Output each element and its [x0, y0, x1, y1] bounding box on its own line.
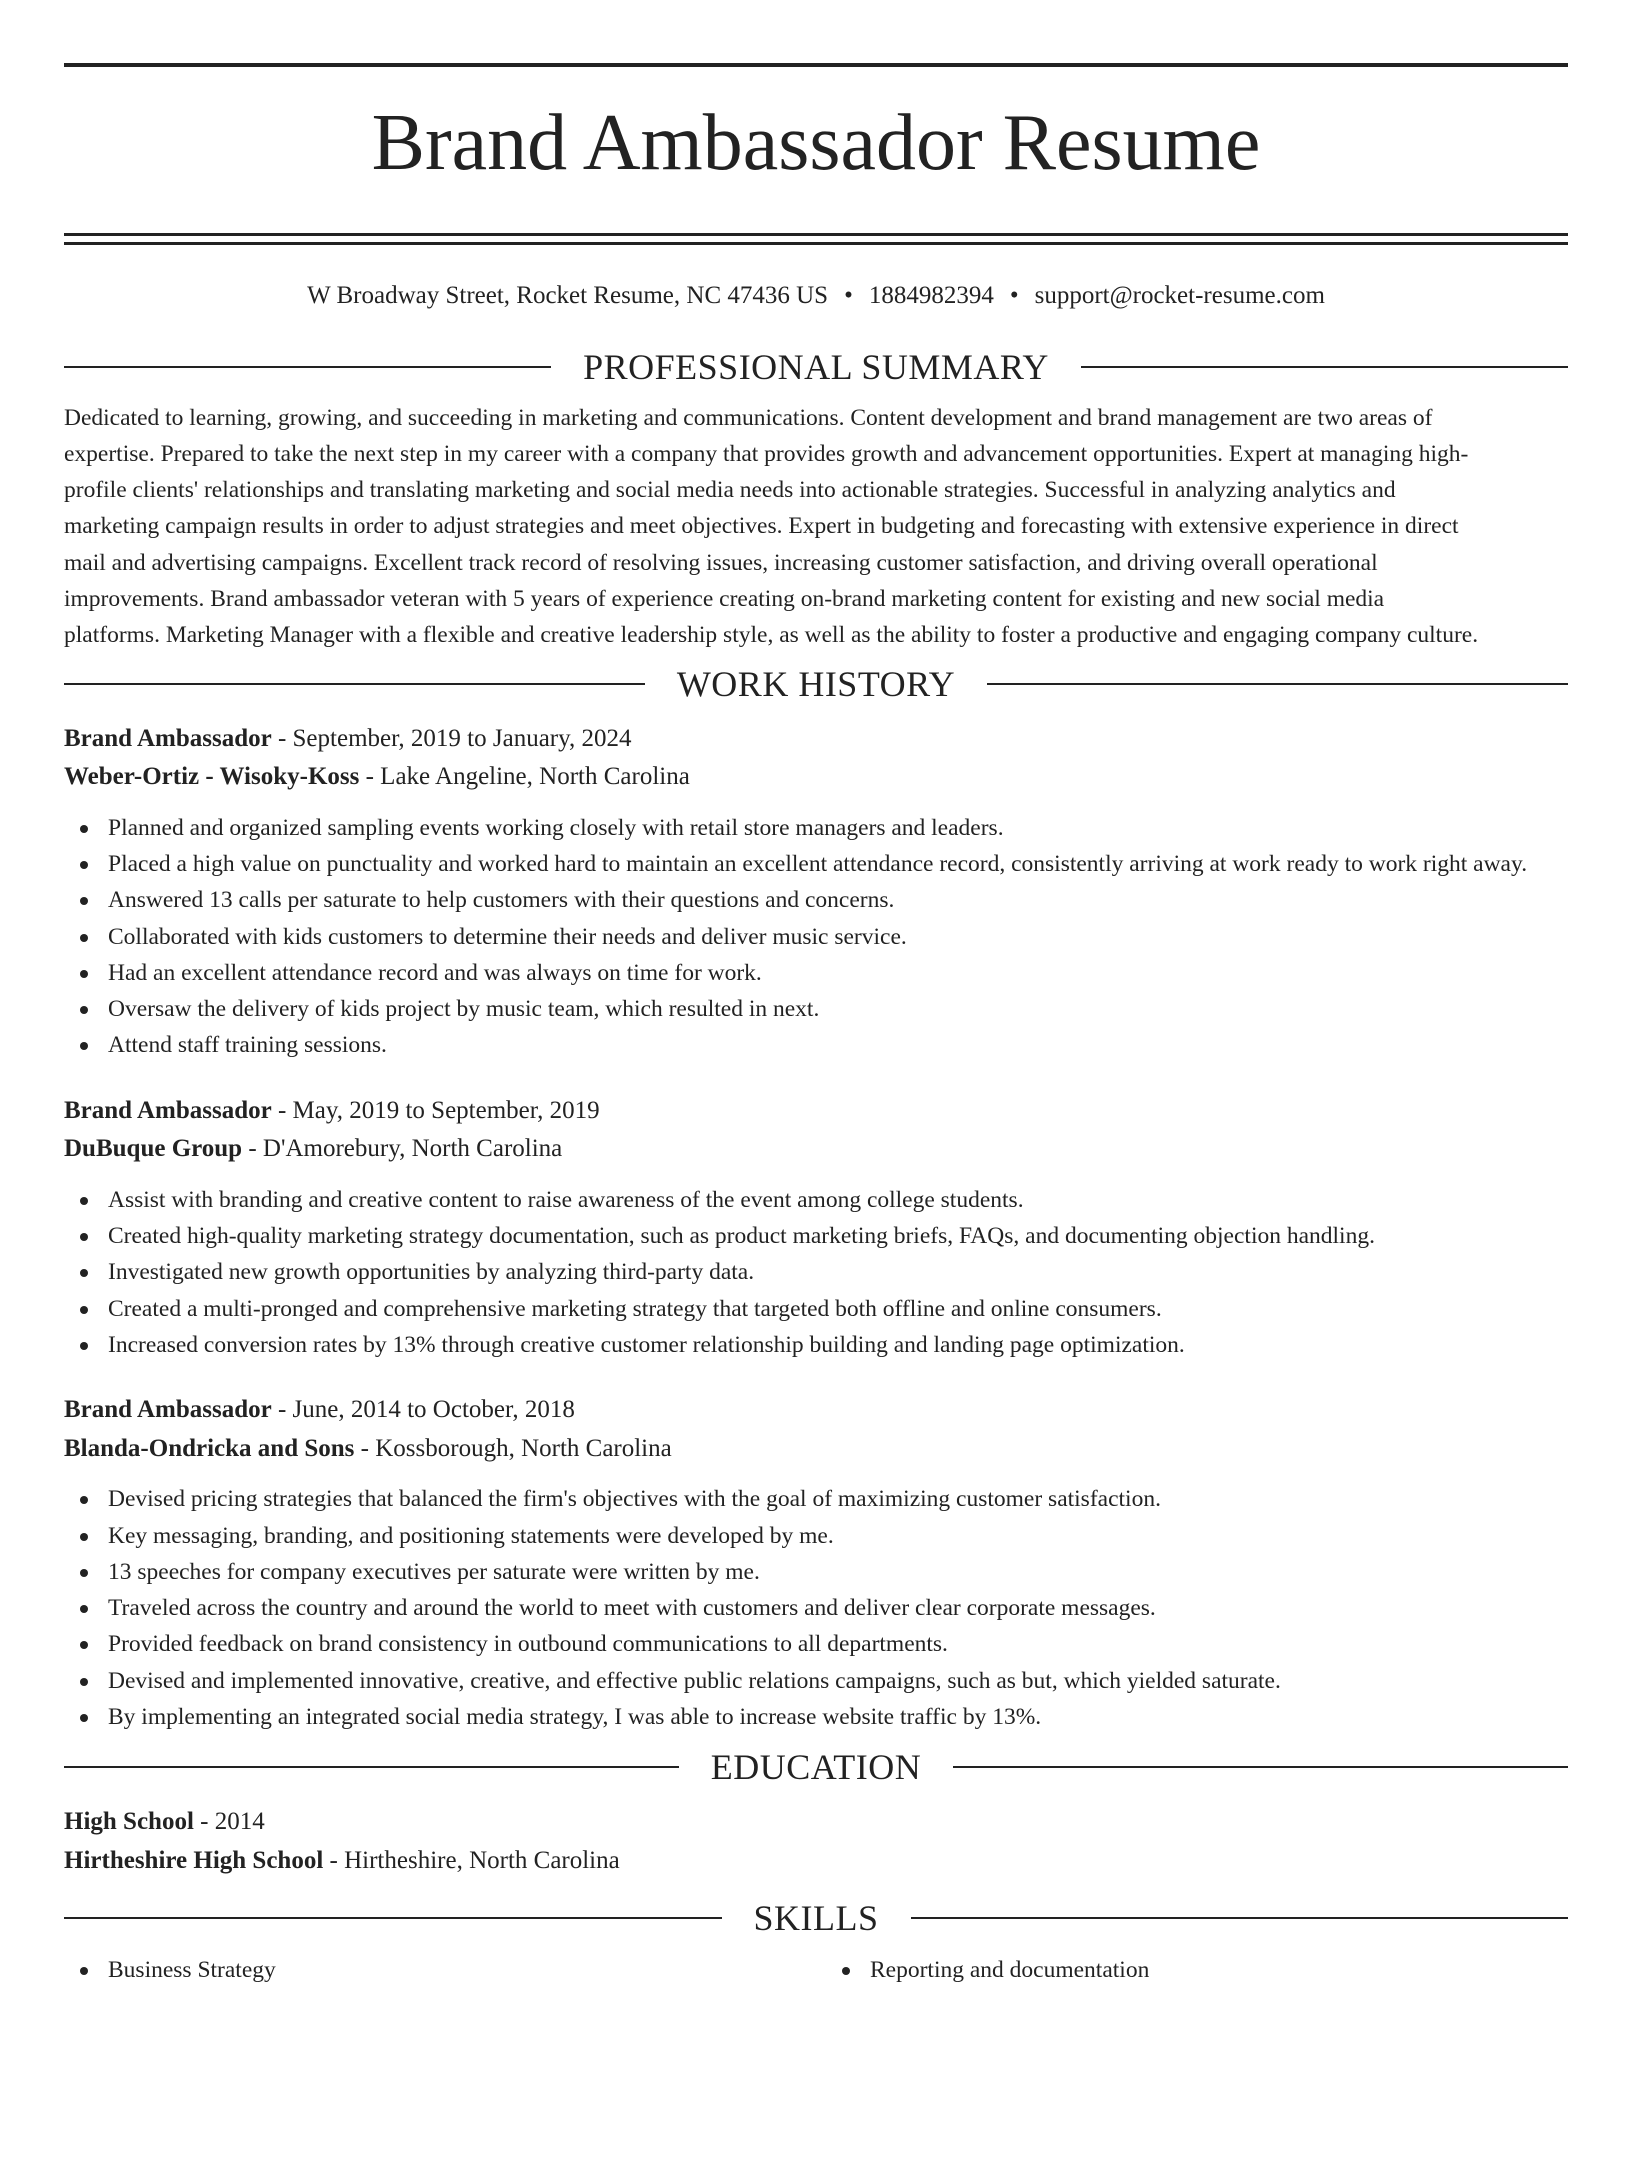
- contact-email[interactable]: support@rocket-resume.com: [1034, 281, 1325, 309]
- title-top-rule: [64, 63, 1568, 67]
- list-item: Placed a high value on punctuality and worked hard to maintain an excellent attendance record, consistently arriving at work ready to work right away.: [64, 846, 1568, 882]
- list-item: Answered 13 calls per saturate to help customers with their questions and concerns.: [64, 882, 1568, 918]
- title-double-rule: [64, 233, 1568, 245]
- job-title: Brand Ambassador: [64, 724, 272, 752]
- job-company: Blanda-Ondricka and Sons: [64, 1434, 355, 1462]
- resume-title: Brand Ambassador Resume: [371, 99, 1261, 187]
- section-header-education: [64, 1747, 1568, 1787]
- skills-column-left: [64, 1952, 806, 1988]
- summary-line: Dedicated to learning, growing, and succeeding in marketing and communications. Content development and brand management are two areas of: [64, 404, 1433, 431]
- section-title-summary: PROFESSIONAL SUMMARY: [583, 346, 1049, 387]
- job-company-line: [64, 1130, 1568, 1169]
- list-item: Increased conversion rates by 13% through creative customer relationship building and landing page optimization.: [64, 1327, 1568, 1363]
- education-location: - Hirtheshire, North Carolina: [323, 1846, 620, 1874]
- job-title-line: [64, 1391, 1568, 1430]
- section-header-skills: [64, 1898, 1568, 1938]
- section-header-work: [64, 664, 1568, 704]
- skills-list: [64, 1952, 1568, 1988]
- education-year: - 2014: [193, 1808, 265, 1836]
- section-rule-right: [987, 683, 1568, 685]
- summary-line: mail and advertising campaigns. Excellent track record of resolving issues, increasing customer satisfaction, and driving overall operational: [64, 549, 1378, 576]
- section-title-work: WORK HISTORY: [676, 663, 956, 704]
- list-item: Traveled across the country and around the world to meet with customers and deliver clear corporate messages.: [64, 1590, 1568, 1626]
- contact-address: W Broadway Street, Rocket Resume, NC 47436 US: [307, 281, 829, 309]
- skill-item: Reporting and documentation: [826, 1952, 1568, 1988]
- section-rule-left: [64, 1917, 722, 1919]
- job-company: Weber-Ortiz - Wisoky-Koss: [64, 763, 360, 791]
- education-degree-line: [64, 1803, 1568, 1842]
- section-rule-right: [911, 1917, 1569, 1919]
- section-rule-right: [1081, 366, 1568, 368]
- list-item: Collaborated with kids customers to determine their needs and deliver music service.: [64, 919, 1568, 955]
- job-bullets: [64, 810, 1568, 1064]
- list-item: Assist with branding and creative content to raise awareness of the event among college students.: [64, 1182, 1568, 1218]
- job-title: Brand Ambassador: [64, 1396, 272, 1424]
- job-company-line: [64, 1430, 1568, 1469]
- summary-line: platforms. Marketing Manager with a flexible and creative leadership style, as well as the ability to foster a productive and engaging company culture.: [64, 622, 1479, 649]
- section-rule-left: [64, 1766, 679, 1768]
- summary-line: improvements. Brand ambassador veteran with 5 years of experience creating on-brand marketing content for existing and new social media: [64, 586, 1385, 613]
- list-item: Devised pricing strategies that balanced the firm's objectives with the goal of maximizing customer satisfaction.: [64, 1481, 1568, 1517]
- list-item: Created high-quality marketing strategy documentation, such as product marketing briefs, FAQs, and documenting objection handling.: [64, 1218, 1568, 1254]
- section-header-summary: [64, 347, 1568, 387]
- list-item: Had an excellent attendance record and was always on time for work.: [64, 955, 1568, 991]
- education-school: Hirtheshire High School: [64, 1846, 324, 1874]
- professional-summary: [64, 400, 1568, 654]
- list-item: Devised and implemented innovative, creative, and effective public relations campaigns, such as but, which yielded saturate.: [64, 1663, 1568, 1699]
- education-school-line: [64, 1842, 1568, 1881]
- list-item: Planned and organized sampling events working closely with retail store managers and leaders.: [64, 810, 1568, 846]
- education-degree: High School: [64, 1808, 194, 1836]
- contact-phone[interactable]: 1884982394: [868, 281, 994, 309]
- job-title-line: [64, 1092, 1568, 1131]
- job-entry: [64, 1092, 1568, 1363]
- contact-separator: •: [1009, 281, 1019, 309]
- list-item: By implementing an integrated social media strategy, I was able to increase website traffic by 13%.: [64, 1699, 1568, 1735]
- job-title: Brand Ambassador: [64, 1096, 272, 1124]
- job-location: - D'Amorebury, North Carolina: [242, 1135, 563, 1163]
- section-rule-left: [64, 366, 551, 368]
- job-entry: [64, 1391, 1568, 1735]
- summary-line: marketing campaign results in order to adjust strategies and meet objectives. Expert in budgeting and forecasting with extensive experience in direct: [64, 513, 1459, 540]
- summary-line: expertise. Prepared to take the next step in my career with a company that provides growth and advancement opportunities. Expert at managing high-: [64, 440, 1469, 467]
- contact-separator: •: [844, 281, 853, 309]
- list-item: Investigated new growth opportunities by analyzing third-party data.: [64, 1254, 1568, 1290]
- job-dates: - June, 2014 to October, 2018: [271, 1396, 575, 1424]
- list-item: Oversaw the delivery of kids project by music team, which resulted in next.: [64, 991, 1568, 1027]
- job-entry: [64, 720, 1568, 1064]
- list-item: Provided feedback on brand consistency in outbound communications to all departments.: [64, 1626, 1568, 1662]
- job-location: - Lake Angeline, North Carolina: [359, 763, 690, 791]
- summary-line: profile clients' relationships and translating marketing and social media needs into actionable strategies. Successful in analyzing analytics and: [64, 477, 1396, 504]
- education-entry: [64, 1803, 1568, 1880]
- resume-page: [64, 63, 1568, 1989]
- job-company: DuBuque Group: [64, 1135, 243, 1163]
- section-title-education: EDUCATION: [710, 1747, 922, 1788]
- job-title-line: [64, 720, 1568, 759]
- job-dates: - September, 2019 to January, 2024: [271, 724, 632, 752]
- section-title-skills: SKILLS: [753, 1898, 879, 1939]
- job-location: - Kossborough, North Carolina: [354, 1434, 672, 1462]
- contact-line: [64, 281, 1568, 311]
- job-company-line: [64, 758, 1568, 797]
- list-item: Key messaging, branding, and positioning statements were developed by me.: [64, 1518, 1568, 1554]
- skills-column-right: [826, 1952, 1568, 1988]
- section-rule-right: [953, 1766, 1568, 1768]
- skill-item: Business Strategy: [64, 1952, 806, 1988]
- job-bullets: [64, 1182, 1568, 1363]
- list-item: Created a multi-pronged and comprehensive marketing strategy that targeted both offline and online consumers.: [64, 1291, 1568, 1327]
- job-bullets: [64, 1481, 1568, 1735]
- list-item: 13 speeches for company executives per saturate were written by me.: [64, 1554, 1568, 1590]
- section-rule-left: [64, 683, 645, 685]
- list-item: Attend staff training sessions.: [64, 1027, 1568, 1063]
- job-dates: - May, 2019 to September, 2019: [271, 1096, 600, 1124]
